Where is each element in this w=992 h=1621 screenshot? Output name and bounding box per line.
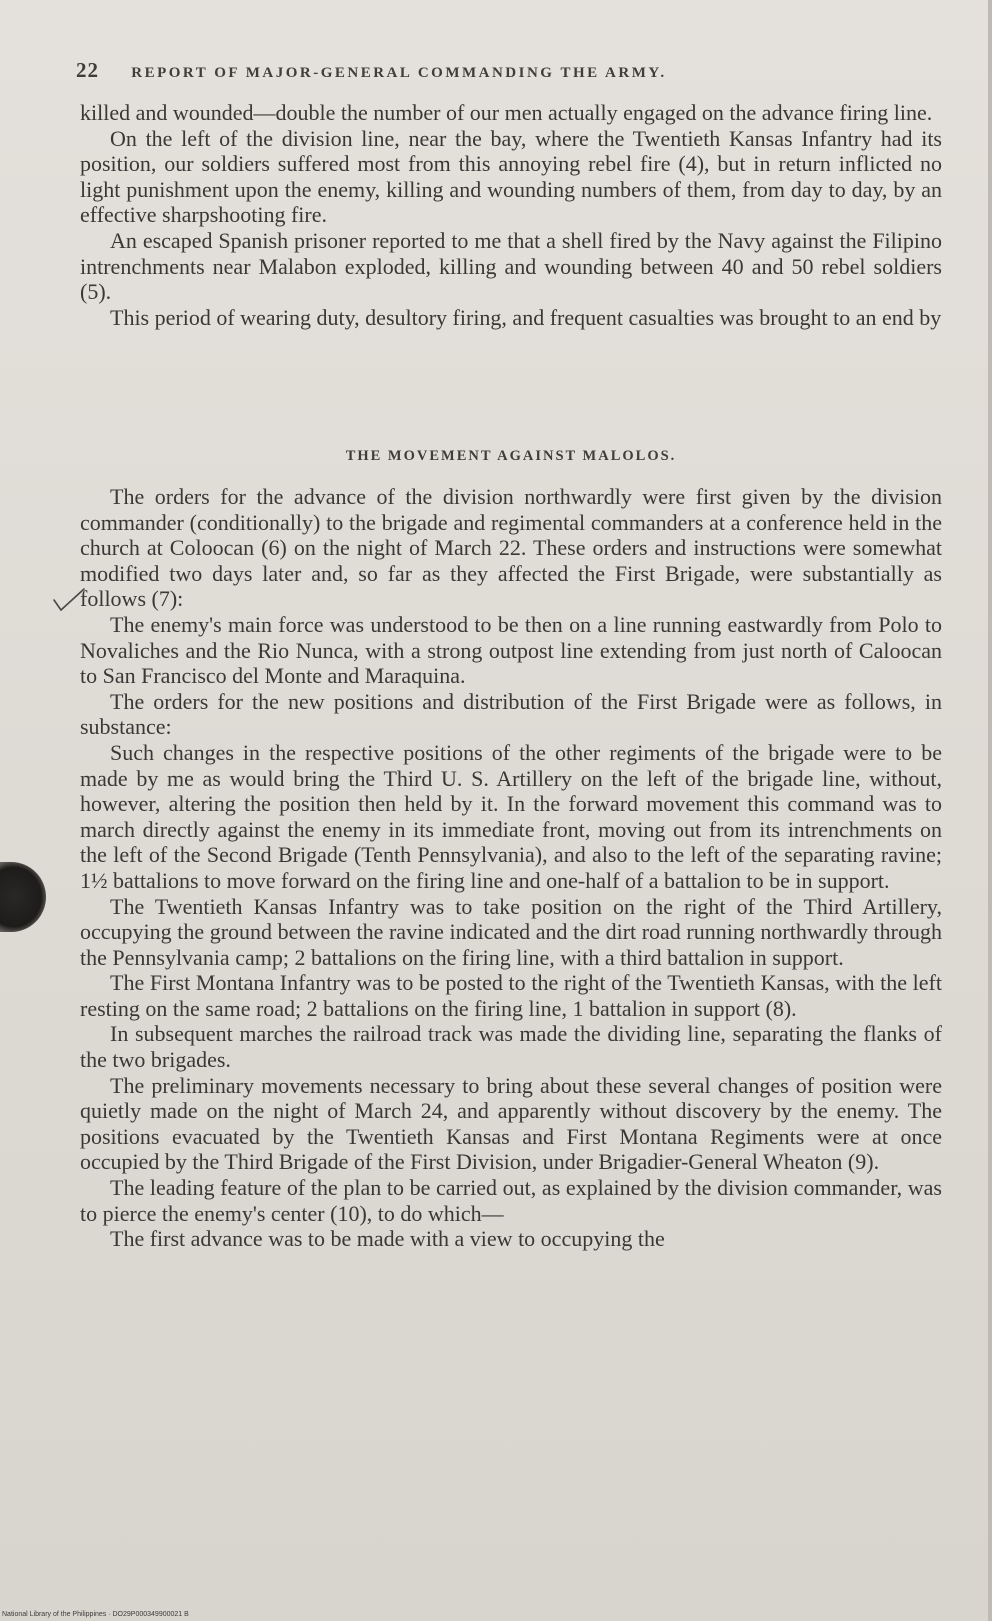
page-number: 22	[76, 58, 99, 82]
paragraph-continued: killed and wounded—double the number of our men actually engaged on the advance firing line.	[80, 100, 933, 125]
paragraph: The enemy's main force was understood to be then on a line running eastwardly from Polo to Novaliches and the Rio Nunca, with a strong outpost line extending from just north of Caloocan to San Francisco del Monte and Maraquina.	[80, 611, 942, 689]
paragraph: An escaped Spanish prisoner reported to me that a shell fired by the Navy against the Filipino intrenchments near Malabon exploded, killing and wounding between 40 and 50 rebel soldiers (5).	[80, 227, 942, 305]
paragraph: In subsequent marches the railroad track was made the dividing line, separating the flanks of the two brigades.	[80, 1021, 942, 1073]
paragraph: The orders for the new positions and distribution of the First Brigade were as follows, in substance:	[80, 688, 942, 740]
paragraph: This period of wearing duty, desultory firing, and frequent casualties was brought to an end by	[110, 304, 942, 330]
running-header	[76, 58, 876, 86]
paragraph: The leading feature of the plan to be carried out, as explained by the division commander, was to pierce the enemy's center (10), to do which—	[80, 1175, 942, 1226]
paragraph: The first advance was to be made with a view to occupying the	[110, 1226, 665, 1252]
paragraph: Such changes in the respective positions of the other regiments of the brigade were to be made by me as would bring the Third U. S. Artillery on the left of the brigade line, without, however, altering the position then held by it. In the forward movement this command was to march directly against the enemy in its immediate front, moving out from its intrenchments on the left of the Second Brigade (Tenth Pennsylvania), and also to the left of the separating ravine; 1½ battalions to move forward on the firing line and one-half of a battalion to be in support.	[80, 739, 942, 893]
running-title: REPORT OF MAJOR-GENERAL COMMANDING THE ARMY.	[131, 65, 667, 81]
top-text-block	[80, 100, 942, 330]
paragraph: The First Montana Infantry was to be posted to the right of the Twentieth Kansas, with the left resting on the same road; 2 battalions on the firing line, 1 battalion in support (8).	[80, 970, 942, 1021]
paragraph: The Twentieth Kansas Infantry was to take position on the right of the Third Artillery, occupying the ground between the ravine indicated and the dirt road running northwardly through the Pennsylvania camp; 2 battalions on the firing line, with a third battalion in support.	[80, 893, 942, 970]
section-heading: THE MOVEMENT AGAINST MALOLOS.	[345, 448, 677, 464]
binding-punch-mark	[0, 862, 46, 932]
scan-footer-note: National Library of the Philippines · DO29P000349900021 B	[2, 1611, 189, 1618]
paragraph: On the left of the division line, near the bay, where the Twentieth Kansas Infantry had its position, our soldiers suffered most from this annoying rebel fire (4), but in return inflicted no light punishment upon the enemy, killing and wounding numbers of them, from day to day, by an effective sharpshooting fire.	[80, 125, 942, 228]
paragraph: The preliminary movements necessary to bring about these several changes of position were quietly made on the night of March 24, and apparently without discovery by the enemy. The positions evacuated by the Twentieth Kansas and First Montana Regiments were at once occupied by the Third Brigade of the First Division, under Brigadier-General Wheaton (9).	[80, 1072, 942, 1175]
page-edge-shadow	[988, 0, 992, 1621]
section-text-block	[80, 484, 942, 1252]
paragraph: The orders for the advance of the division northwardly were first given by the division commander (conditionally) to the brigade and regimental commanders at a conference held in the church at Coloocan (6) on the night of March 22. These orders and instructions were somewhat modified two days later and, so far as they affected the First Brigade, were substantially as follows (7):	[80, 484, 942, 612]
